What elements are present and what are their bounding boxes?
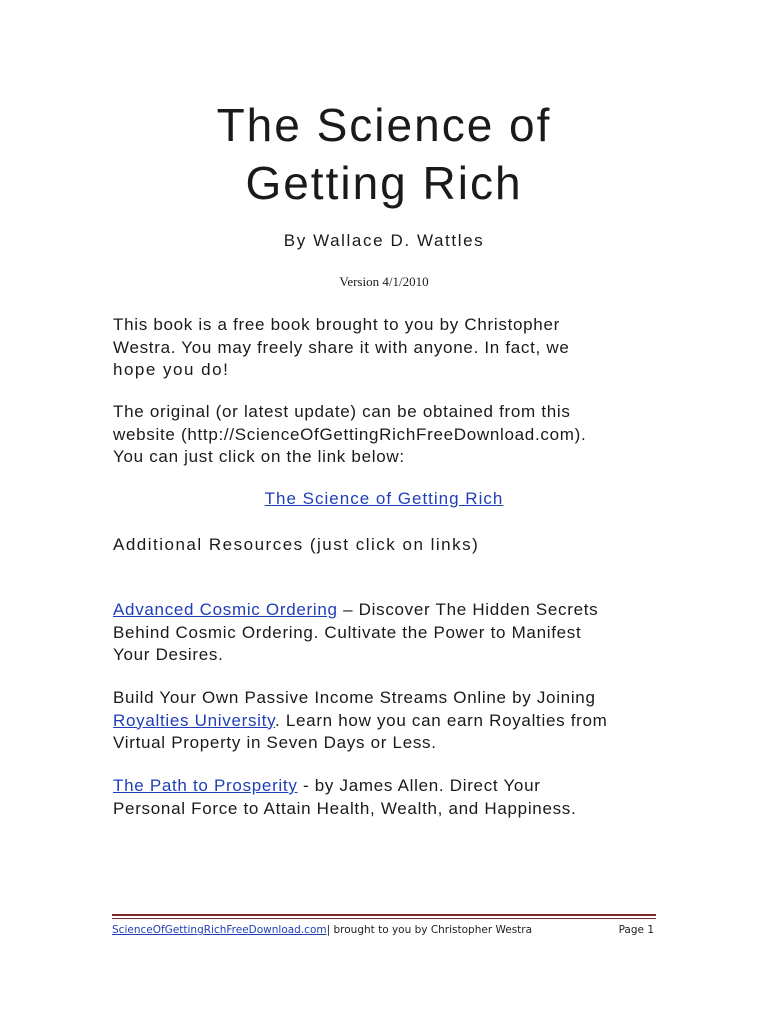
resource1-line-3: Your Desires. — [113, 645, 224, 664]
author-byline: By Wallace D. Wattles — [283, 231, 485, 250]
original-line-1: The original (or latest update) can be obtained from this — [113, 402, 571, 421]
title-line-2: Getting Rich — [245, 157, 523, 209]
footer-credit: | brought to you by Christopher Westra — [326, 924, 533, 936]
footer-divider-thick — [112, 914, 656, 916]
version-label: Version 4/1/2010 — [339, 274, 429, 289]
advanced-cosmic-ordering-link[interactable]: Advanced Cosmic Ordering — [113, 600, 338, 619]
resource1-line-2: Behind Cosmic Ordering. Cultivate the Power to Manifest — [113, 622, 582, 642]
footer-site-link[interactable]: ScienceOfGettingRichFreeDownload.com — [112, 924, 327, 936]
resource-royalties-university — [113, 687, 673, 755]
resources-heading: Additional Resources (just click on links) — [113, 535, 480, 554]
path-to-prosperity-link[interactable]: The Path to Prosperity — [113, 776, 298, 795]
resource3-desc: - by James Allen. Direct Your — [297, 776, 541, 795]
resource-path-to-prosperity — [113, 775, 673, 820]
original-source-paragraph — [113, 401, 673, 469]
resource3-line-2: Personal Force to Attain Health, Wealth, and Happiness. — [113, 798, 577, 818]
resource2-line-3: Virtual Property in Seven Days or Less. — [113, 733, 437, 752]
page-number: Page 1 — [618, 924, 654, 936]
resource2-line-1: Build Your Own Passive Income Streams Online by Joining — [113, 688, 596, 707]
original-line-2: website (http://ScienceOfGettingRichFreeDownload.com). — [113, 424, 587, 444]
resource2-desc: . Learn how you can earn Royalties from — [275, 710, 608, 730]
royalties-university-link[interactable]: Royalties University — [113, 710, 276, 730]
intro-line-3: hope you do! — [113, 360, 230, 379]
main-link-row — [0, 489, 768, 509]
document-title — [0, 96, 768, 212]
resource1-desc: – Discover The Hidden Secrets — [337, 600, 599, 619]
science-of-getting-rich-link[interactable]: The Science of Getting Rich — [264, 489, 504, 508]
original-line-3: You can just click on the link below: — [113, 447, 405, 466]
resource-advanced-cosmic-ordering — [113, 599, 673, 667]
intro-paragraph — [113, 314, 673, 382]
intro-line-1: This book is a free book brought to you by Christopher — [113, 315, 560, 334]
page-footer — [112, 924, 656, 936]
intro-line-2: Westra. You may freely share it with anyone. In fact, we — [113, 337, 570, 357]
title-line-1: The Science of — [216, 99, 552, 151]
footer-divider-thin — [112, 918, 656, 919]
